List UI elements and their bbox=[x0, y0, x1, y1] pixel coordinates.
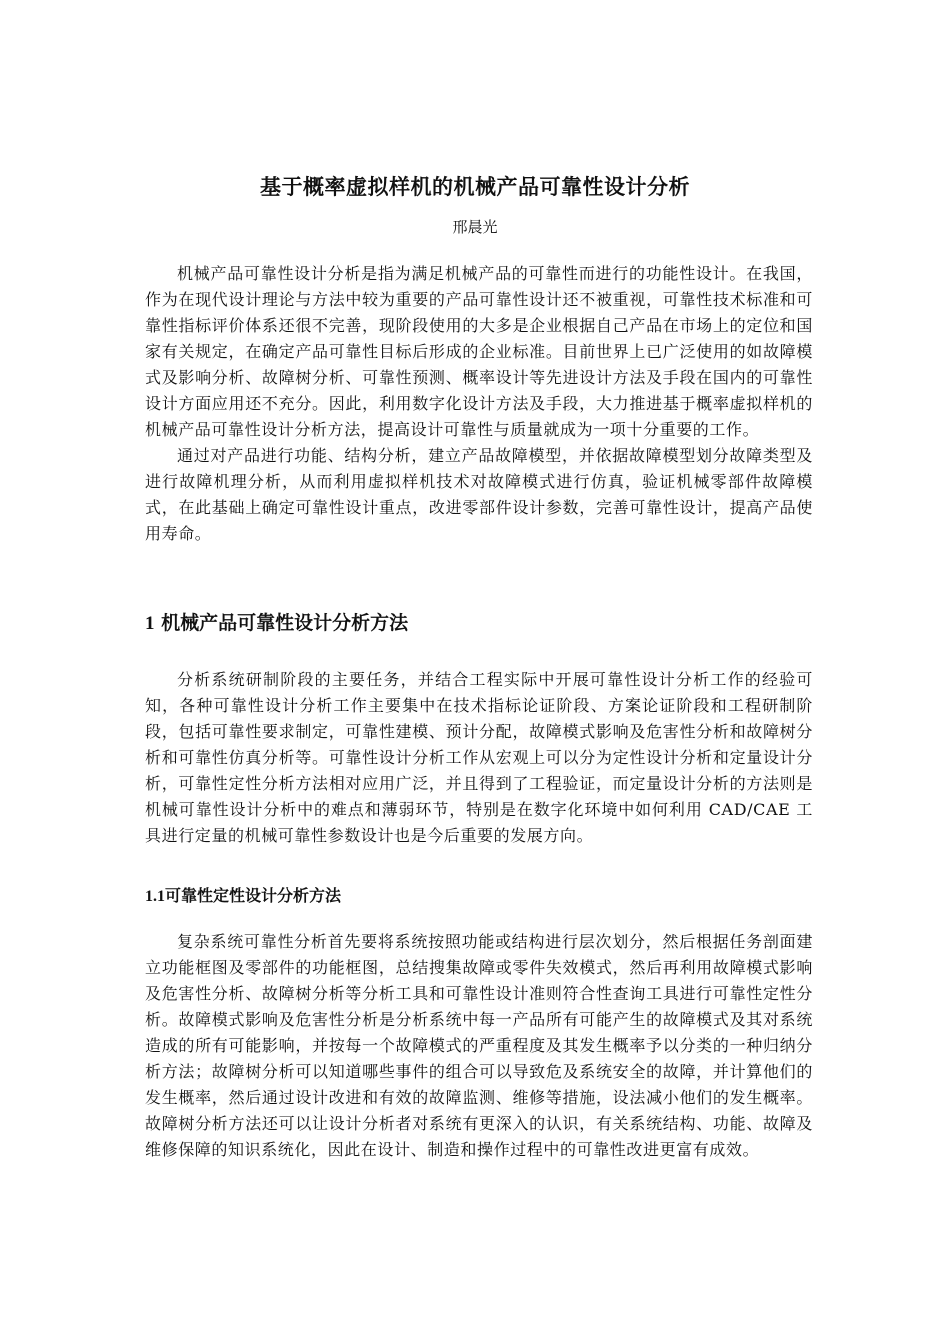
section-1-1-body bbox=[145, 929, 813, 1163]
section-1-body bbox=[145, 667, 813, 849]
intro-paragraph-2: 通过对产品进行功能、结构分析，建立产品故障模型，并依据故障模型划分故障类型及进行故障机理分析，从而利用虚拟样机技术对故障模式进行仿真，验证机械零部件故障模式，在此基础上确定可靠性设计重点，改进零部件设计参数，完善可靠性设计，提高产品使用寿命。 bbox=[145, 446, 813, 543]
section-1-heading bbox=[145, 608, 408, 635]
section-1-title: 机械产品可靠性设计分析方法 bbox=[161, 612, 409, 634]
section-1-paragraph-1: 分析系统研制阶段的主要任务，并结合工程实际中开展可靠性设计分析工作的经验可知，各种可靠性设计分析工作主要集中在技术指标论证阶段、方案论证阶段和工程研制阶段，包括可靠性要求制定，可靠性建模、预计分配，故障模式影响及危害性分析和故障树分析和可靠性仿真分析等。可靠性设计分析工作从宏观上可以分为定性设计分析和定量设计分析，可靠性定性分析方法相对应用广泛，并且得到了工程验证，而定量设计分析的方法则是机械可靠性设计分析中的难点和薄弱环节，特别是在数字化环境中如何利用 CAD/CAE 工具进行定量的机械可靠性参数设计也是今后重要的发展方向。 bbox=[145, 670, 813, 845]
section-1-1-paragraph-1: 复杂系统可靠性分析首先要将系统按照功能或结构进行层次划分，然后根据任务剖面建立功能框图及零部件的功能框图，总结搜集故障或零件失效模式，然后再利用故障模式影响及危害性分析、故障树分析等分析工具和可靠性设计准则符合性查询工具进行可靠性定性分析。故障模式影响及危害性分析是分析系统中每一产品所有可能产生的故障模式及其对系统造成的所有可能影响，并按每一个故障模式的严重程度及其发生概率予以分类的一种归纳分析方法；故障树分析可以知道哪些事件的组合可以导致危及系统安全的故障，并计算他们的发生概率，然后通过设计改进和有效的故障监测、维修等措施，设法减小他们的发生概率。故障树分析方法还可以让设计分析者对系统有更深入的认识，有关系统结构、功能、故障及维修保障的知识系统化，因此在设计、制造和操作过程中的可靠性改进更富有成效。 bbox=[145, 932, 813, 1159]
section-1-1-heading bbox=[145, 883, 341, 906]
author-name: 邢晨光 bbox=[452, 218, 498, 236]
intro-paragraph-1: 机械产品可靠性设计分析是指为满足机械产品的可靠性而进行的功能性设计。在我国，作为在现代设计理论与方法中较为重要的产品可靠性设计还不被重视，可靠性技术标准和可靠性指标评价体系还很不完善，现阶段使用的大多是企业根据自己产品在市场上的定位和国家有关规定，在确定产品可靠性目标后形成的企业标准。目前世界上已广泛使用的如故障模式及影响分析、故障树分析、可靠性预测、概率设计等先进设计方法及手段在国内的可靠性设计方面应用还不充分。因此，利用数字化设计方法及手段，大力推进基于概率虚拟样机的机械产品可靠性设计分析方法，提高设计可靠性与质量就成为一项十分重要的工作。 bbox=[145, 264, 813, 439]
section-1-1-number: 1.1 bbox=[145, 888, 165, 905]
intro-section bbox=[145, 261, 813, 547]
section-1-number: 1 bbox=[145, 613, 155, 634]
document-title: 基于概率虚拟样机的机械产品可靠性设计分析 bbox=[260, 175, 690, 200]
section-1-1-title: 可靠性定性设计分析方法 bbox=[165, 886, 342, 905]
